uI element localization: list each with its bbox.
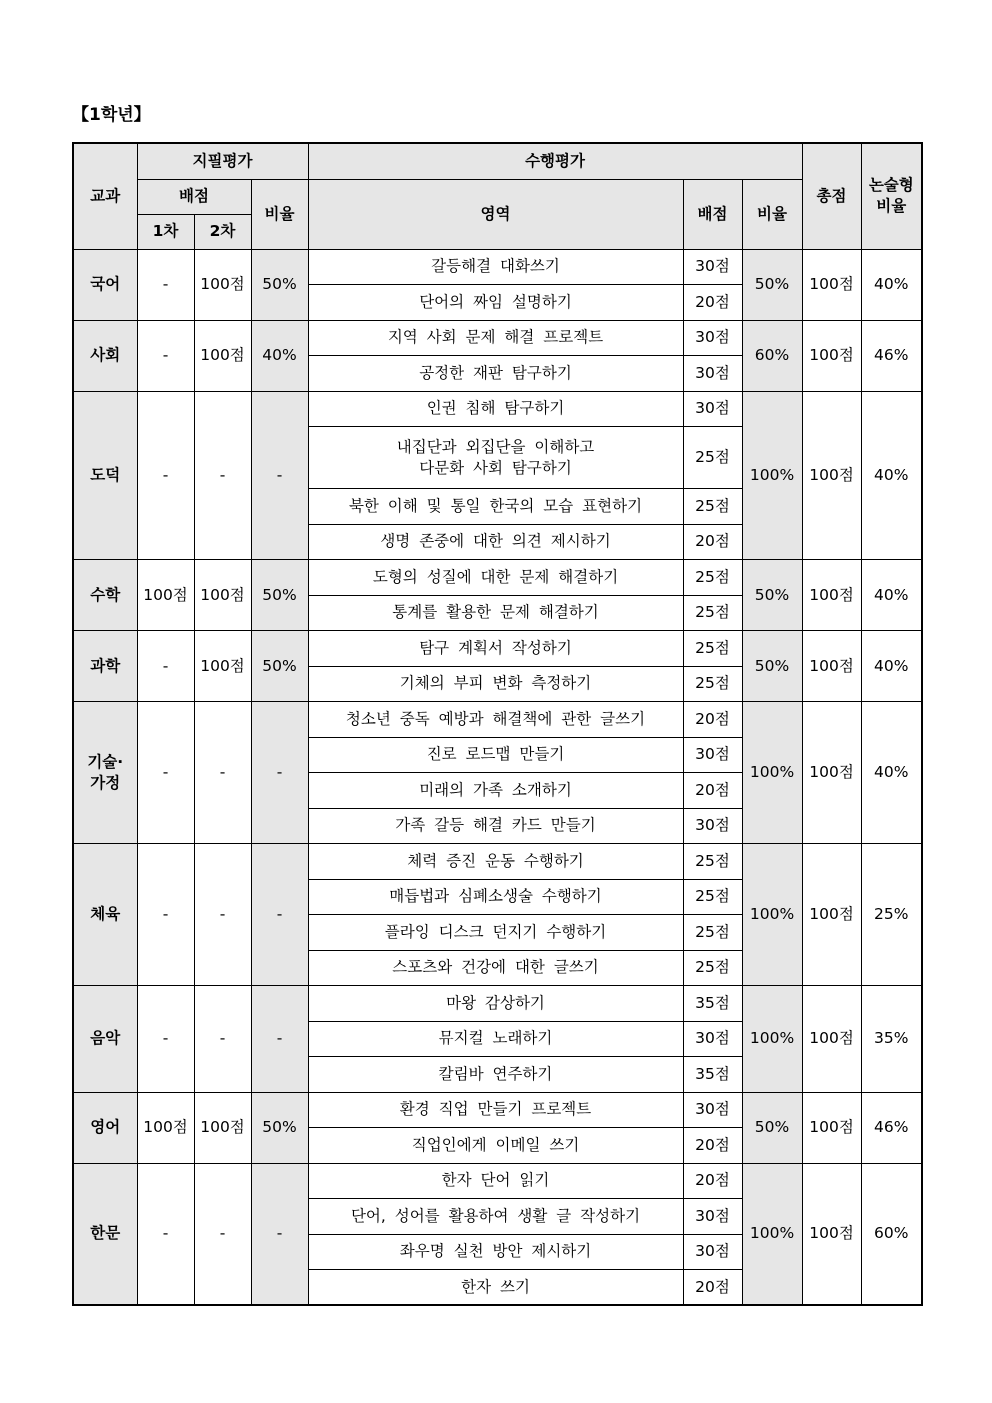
performance-points: 20점 [683, 1163, 742, 1199]
performance-area [308, 1128, 683, 1164]
area-line1: 스포츠와 건강에 대한 글쓰기 [392, 958, 599, 977]
area-line1: 직업인에게 이메일 쓰기 [411, 1135, 580, 1154]
written-round2: 100점 [194, 631, 251, 702]
written-round1: - [137, 391, 194, 560]
performance-points: 20점 [683, 1128, 742, 1164]
performance-ratio: 50% [742, 249, 802, 320]
essay-ratio: 60% [861, 1163, 922, 1305]
table-row [73, 1163, 922, 1199]
performance-points: 25점 [683, 560, 742, 596]
written-ratio: - [251, 986, 308, 1093]
performance-points: 20점 [683, 524, 742, 560]
written-round2: 100점 [194, 1092, 251, 1163]
performance-points: 20점 [683, 773, 742, 809]
subject-name [73, 1163, 137, 1305]
performance-points: 30점 [683, 391, 742, 427]
written-round2: - [194, 844, 251, 986]
area-line1: 도형의 성질에 대한 문제 해결하기 [372, 567, 619, 586]
performance-area [308, 285, 683, 321]
subject-name [73, 631, 137, 702]
area-line1: 체력 증진 운동 수행하기 [407, 851, 584, 870]
written-round2: - [194, 391, 251, 560]
area-line1: 매듭법과 심폐소생술 수행하기 [389, 887, 602, 906]
subject-name-line1: 한문 [90, 1224, 121, 1243]
performance-points: 25점 [683, 915, 742, 951]
performance-area [308, 524, 683, 560]
performance-ratio: 100% [742, 391, 802, 560]
written-ratio: 50% [251, 249, 308, 320]
subject-name-line1: 도덕 [90, 465, 121, 484]
written-ratio: - [251, 702, 308, 844]
essay-ratio: 40% [861, 702, 922, 844]
written-round1: 100점 [137, 560, 194, 631]
total-points: 100점 [802, 1163, 861, 1305]
performance-area [308, 1163, 683, 1199]
performance-points: 30점 [683, 249, 742, 285]
subject-name-line1: 수학 [90, 585, 121, 604]
performance-area [308, 1021, 683, 1057]
area-line1: 갈등해결 대화쓰기 [431, 257, 560, 276]
total-points: 100점 [802, 631, 861, 702]
header-written: 지필평가 [137, 143, 308, 179]
subject-name-line1: 국어 [90, 275, 121, 294]
area-line1: 뮤지컬 노래하기 [438, 1029, 553, 1048]
written-ratio: 40% [251, 320, 308, 391]
performance-area [308, 1234, 683, 1270]
essay-ratio: 25% [861, 844, 922, 986]
performance-ratio: 100% [742, 702, 802, 844]
written-round1: - [137, 320, 194, 391]
table-row [73, 986, 922, 1022]
header-perf-points: 배점 [683, 179, 742, 249]
area-line1: 환경 직업 만들기 프로젝트 [399, 1100, 592, 1119]
total-points: 100점 [802, 1092, 861, 1163]
area-line1: 플라잉 디스크 던지기 수행하기 [384, 922, 607, 941]
performance-points: 25점 [683, 631, 742, 667]
performance-points: 30점 [683, 1092, 742, 1128]
total-points: 100점 [802, 844, 861, 986]
header-round1: 1차 [137, 214, 194, 249]
performance-ratio: 100% [742, 844, 802, 986]
written-round1: - [137, 631, 194, 702]
performance-area [308, 1270, 683, 1306]
written-round2: 100점 [194, 320, 251, 391]
performance-points: 20점 [683, 285, 742, 321]
performance-area [308, 702, 683, 738]
performance-area [308, 844, 683, 880]
evaluation-table [72, 142, 923, 1306]
subject-name [73, 986, 137, 1093]
table-row [73, 702, 922, 738]
subject-name [73, 844, 137, 986]
table-row [73, 391, 922, 427]
performance-points: 30점 [683, 737, 742, 773]
subject-name [73, 249, 137, 320]
header-essay-ratio: 논술형 비율 [861, 143, 922, 249]
total-points: 100점 [802, 702, 861, 844]
performance-area [308, 773, 683, 809]
performance-points: 20점 [683, 1270, 742, 1306]
performance-area [308, 1092, 683, 1128]
table-row [73, 631, 922, 667]
table-body [73, 249, 922, 1305]
area-line1: 탐구 계획서 작성하기 [419, 638, 572, 657]
written-round2: 100점 [194, 560, 251, 631]
performance-points: 30점 [683, 1199, 742, 1235]
performance-points: 25점 [683, 427, 742, 489]
area-line1: 지역 사회 문제 해결 프로젝트 [387, 328, 604, 347]
essay-ratio: 46% [861, 320, 922, 391]
written-ratio: 50% [251, 631, 308, 702]
total-points: 100점 [802, 249, 861, 320]
performance-points: 30점 [683, 1234, 742, 1270]
table-row [73, 1092, 922, 1128]
performance-ratio: 100% [742, 1163, 802, 1305]
written-ratio: 50% [251, 560, 308, 631]
total-points: 100점 [802, 391, 861, 560]
written-ratio: - [251, 844, 308, 986]
performance-area [308, 879, 683, 915]
subject-name-line1: 기술· [87, 752, 124, 771]
subject-name-line1: 체육 [90, 905, 121, 924]
performance-ratio: 50% [742, 631, 802, 702]
total-points: 100점 [802, 320, 861, 391]
performance-area [308, 808, 683, 844]
header-performance: 수행평가 [308, 143, 802, 179]
performance-ratio: 60% [742, 320, 802, 391]
table-row [73, 560, 922, 596]
area-line1: 한자 쓰기 [461, 1277, 530, 1296]
header-points: 배점 [137, 179, 251, 214]
essay-ratio: 40% [861, 391, 922, 560]
essay-ratio: 40% [861, 249, 922, 320]
performance-area [308, 666, 683, 702]
area-line1: 통계를 활용한 문제 해결하기 [392, 603, 599, 622]
performance-points: 25점 [683, 595, 742, 631]
written-round1: - [137, 249, 194, 320]
written-round1: 100점 [137, 1092, 194, 1163]
area-line1: 내집단과 외집단을 이해하고 [396, 437, 595, 456]
written-round2: 100점 [194, 249, 251, 320]
area-line1: 진로 로드맵 만들기 [426, 745, 565, 764]
performance-area [308, 950, 683, 986]
performance-area [308, 1057, 683, 1093]
performance-area [308, 737, 683, 773]
subject-name [73, 320, 137, 391]
written-ratio: - [251, 1163, 308, 1305]
performance-points: 30점 [683, 320, 742, 356]
written-round1: - [137, 986, 194, 1093]
performance-ratio: 100% [742, 986, 802, 1093]
performance-ratio: 50% [742, 560, 802, 631]
essay-ratio: 46% [861, 1092, 922, 1163]
performance-ratio: 50% [742, 1092, 802, 1163]
area-line1: 좌우명 실천 방안 제시하기 [399, 1242, 592, 1261]
performance-points: 30점 [683, 1021, 742, 1057]
subject-name-line1: 사회 [90, 346, 121, 365]
written-ratio: - [251, 391, 308, 560]
performance-area [308, 489, 683, 525]
area-line1: 마왕 감상하기 [446, 993, 545, 1012]
written-round1: - [137, 1163, 194, 1305]
performance-area [308, 356, 683, 392]
performance-points: 25점 [683, 666, 742, 702]
table-row [73, 249, 922, 285]
area-line1: 한자 단어 읽기 [441, 1171, 550, 1190]
area-line1: 북한 이해 및 통일 한국의 모습 표현하기 [348, 496, 643, 515]
performance-area [308, 249, 683, 285]
performance-points: 30점 [683, 356, 742, 392]
performance-area [308, 427, 683, 489]
written-round2: - [194, 986, 251, 1093]
area-line1: 기체의 부피 변화 측정하기 [399, 674, 592, 693]
written-round1: - [137, 702, 194, 844]
header-subject: 교과 [73, 143, 137, 249]
subject-name [73, 1092, 137, 1163]
subject-name-line1: 음악 [90, 1029, 121, 1048]
performance-points: 25점 [683, 879, 742, 915]
total-points: 100점 [802, 560, 861, 631]
performance-points: 30점 [683, 808, 742, 844]
subject-name-line2: 가정 [90, 773, 121, 792]
essay-ratio: 35% [861, 986, 922, 1093]
area-line1: 칼림바 연주하기 [438, 1064, 553, 1083]
area-line1: 단어의 짜임 설명하기 [419, 292, 572, 311]
essay-ratio: 40% [861, 631, 922, 702]
table-row [73, 844, 922, 880]
performance-area [308, 1199, 683, 1235]
performance-points: 25점 [683, 489, 742, 525]
total-points: 100점 [802, 986, 861, 1093]
area-line1: 공정한 재판 탐구하기 [419, 363, 572, 382]
header-perf-ratio: 비율 [742, 179, 802, 249]
subject-name-line1: 과학 [90, 656, 121, 675]
performance-points: 25점 [683, 950, 742, 986]
performance-area [308, 320, 683, 356]
written-round1: - [137, 844, 194, 986]
performance-area [308, 986, 683, 1022]
performance-points: 35점 [683, 986, 742, 1022]
performance-points: 25점 [683, 844, 742, 880]
performance-area [308, 915, 683, 951]
area-line1: 생명 존중에 대한 의견 제시하기 [380, 532, 611, 551]
subject-name [73, 702, 137, 844]
header-ratio: 비율 [251, 179, 308, 249]
performance-area [308, 391, 683, 427]
written-round2: - [194, 702, 251, 844]
area-line1: 단어, 성어를 활용하여 생활 글 작성하기 [350, 1206, 641, 1225]
page-title: 【1학년】 [72, 105, 151, 125]
performance-area [308, 595, 683, 631]
area-line1: 청소년 중독 예방과 해결책에 관한 글쓰기 [345, 709, 646, 728]
area-line1: 인권 침해 탐구하기 [426, 399, 565, 418]
subject-name [73, 560, 137, 631]
table-row [73, 320, 922, 356]
performance-area [308, 631, 683, 667]
area-line2: 다문화 사회 탐구하기 [419, 458, 572, 477]
header-total: 총점 [802, 143, 861, 249]
subject-name-line1: 영어 [90, 1118, 121, 1137]
area-line1: 가족 갈등 해결 카드 만들기 [395, 816, 596, 835]
header-area: 영역 [308, 179, 683, 249]
essay-ratio: 40% [861, 560, 922, 631]
performance-points: 20점 [683, 702, 742, 738]
written-ratio: 50% [251, 1092, 308, 1163]
performance-area [308, 560, 683, 596]
subject-name [73, 391, 137, 560]
area-line1: 미래의 가족 소개하기 [419, 780, 572, 799]
performance-points: 35점 [683, 1057, 742, 1093]
header-round2: 2차 [194, 214, 251, 249]
written-round2: - [194, 1163, 251, 1305]
